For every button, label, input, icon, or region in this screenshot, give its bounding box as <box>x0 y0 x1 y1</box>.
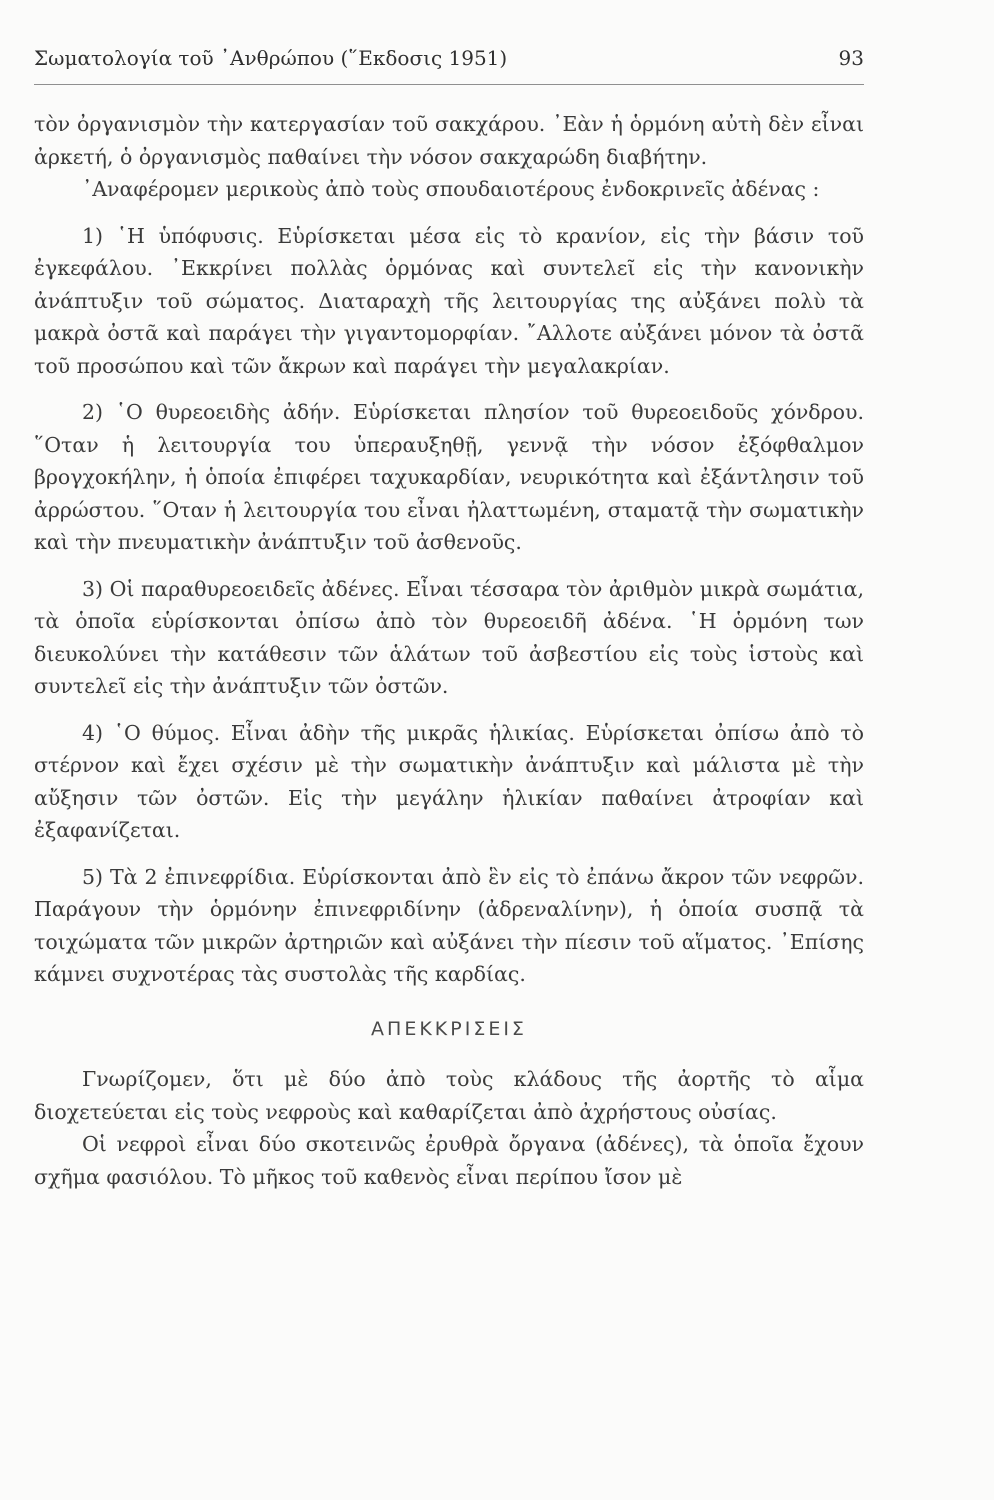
paragraph-continuation: τὸν ὀργανισμὸν τὴν κατεργασίαν τοῦ σακχάρου. ᾿Εὰν ἡ ὁρμόνη αὐτὴ δὲν εἶναι ἀρκετή, ὁ ὀργανισμὸς παθαίνει τὴν νόσον σακχαρώδη διαβήτην. <box>34 112 864 169</box>
paragraph-intro: ᾿Αναφέρομεν μερικοὺς ἀπὸ τοὺς σπουδαιοτέρους ἐνδοκρινεῖς ἀδένας : <box>82 177 820 201</box>
paragraph-adrenals: 5) Τὰ 2 ἐπινεφρίδια. Εὑρίσκονται ἀπὸ ἓν εἰς τὸ ἐπάνω ἄκρον τῶν νεφρῶν. Παράγουν τὴν ὁρμόνην ἐπινεφριδίνην (ἀδρεναλίνην), ἡ ὁποία συσπᾷ τὰ τοιχώματα τῶν μικρῶν ἀρτηριῶν καὶ αὐξάνει τὴν πίεσιν τοῦ αἵματος. ᾿Επίσης κάμνει συχνοτέρας τὰς συστολὰς τῆς καρδίας. <box>34 864 864 986</box>
paragraph-excretion: Γνωρίζομεν, ὅτι μὲ δύο ἀπὸ τοὺς κλάδους τῆς ἀορτῆς τὸ αἷμα διοχετεύεται εἰς τοὺς νεφροὺς καὶ καθαρίζεται ἀπὸ ἀχρήστους οὐσίας. <box>34 1067 864 1124</box>
paragraph-parathyroid: 3) Οἱ παραθυρεοειδεῖς ἀδένες. Εἶναι τέσσαρα τὸν ἀριθμὸν μικρὰ σωμάτια, τὰ ὁποῖα εὑρίσκονται ὀπίσω ἀπὸ τὸν θυρεοειδῆ ἀδένα. ῾Η ὁρμόνη των διευκολύνει τὴν κατάθεσιν τῶν ἁλάτων τοῦ ἀσβεστίου εἰς τοὺς ἱστοὺς καὶ συντελεῖ εἰς τὴν ἀνάπτυξιν τῶν ὀστῶν. <box>34 576 864 698</box>
section-heading: ΑΠΕΚΚΡΙΣΕΙΣ <box>371 1017 527 1040</box>
paragraph-thymus: 4) ῾Ο θύμος. Εἶναι ἀδὴν τῆς μικρᾶς ἡλικίας. Εὑρίσκεται ὀπίσω ἀπὸ τὸ στέρνον καὶ ἔχει σχέσιν μὲ τὴν σωματικὴν ἀνάπτυξιν καὶ μάλιστα μὲ τὴν αὔξησιν τῶν ὀστῶν. Εἰς τὴν μεγάλην ἡλικίαν παθαίνει ἀτροφίαν καὶ ἐξαφανίζεται. <box>34 720 864 842</box>
header-rule <box>34 84 864 85</box>
page-body <box>34 108 864 1193</box>
page-number: 93 <box>838 46 864 70</box>
paragraph-thyroid: 2) ῾Ο θυρεοειδὴς ἀδήν. Εὑρίσκεται πλησίον τοῦ θυρεοειδοῦς χόνδρου. ῞Οταν ἡ λειτουργία του ὑπεραυξηθῇ, γεννᾷ τὴν νόσον ἐξόφθαλμον βρογχοκήλην, ἡ ὁποία ἐπιφέρει ταχυκαρδίαν, νευρικότητα καὶ ἐξάντλησιν τοῦ ἀρρώστου. ῞Οταν ἡ λειτουργία του εἶναι ἠλαττωμένη, σταματᾷ τὴν σωματικὴν καὶ τὴν πνευματικὴν ἀνάπτυξιν τοῦ ἀσθενοῦς. <box>34 400 864 554</box>
paragraph-kidneys: Οἱ νεφροὶ εἶναι δύο σκοτεινῶς ἐρυθρὰ ὄργανα (ἀδένες), τὰ ὁποῖα ἔχουν σχῆμα φασιόλου. Τὸ μῆκος τοῦ καθενὸς εἶναι περίπου ἴσον μὲ <box>34 1132 864 1189</box>
paragraph-hypophysis: 1) ῾Η ὑπόφυσις. Εὑρίσκεται μέσα εἰς τὸ κρανίον, εἰς τὴν βάσιν τοῦ ἐγκεφάλου. ᾿Εκκρίνει πολλὰς ὁρμόνας καὶ συντελεῖ εἰς τὴν κανονικὴν ἀνάπτυξιν τοῦ σώματος. Διαταραχὴ τῆς λειτουργίας της αὐξάνει πολὺ τὰ μακρὰ ὀστᾶ καὶ παράγει τὴν γιγαντομορφίαν. ῎Αλλοτε αὐξάνει μόνον τὰ ὀστᾶ τοῦ προσώπου καὶ τῶν ἄκρων καὶ παράγει τὴν μεγαλακρίαν. <box>34 223 864 378</box>
running-header <box>34 46 864 70</box>
running-title: Σωματολογία τοῦ ᾿Ανθρώπου (῞Εκδοσις 1951) <box>34 46 508 70</box>
